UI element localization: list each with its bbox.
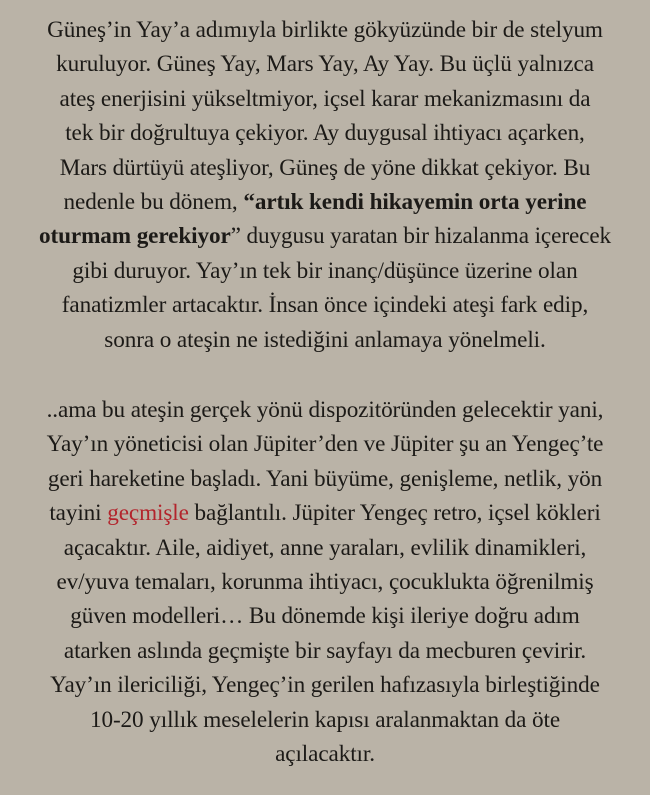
text-line: tek bir doğrultuya çekiyor. Ay duygusal ihtiyacı açarken, <box>65 120 585 147</box>
text-line: güven modelleri… Bu dönemde kişi ileriye doğru adım <box>70 603 580 630</box>
bold-quote: oturmam gerekiyor <box>38 223 231 250</box>
text-line: sonra o ateşin ne istediğini anlamaya yönelmeli. <box>104 326 546 353</box>
text-line: açacaktır. Aile, aidiyet, anne yaraları, evlilik dinamikleri, <box>63 534 587 561</box>
text-line <box>0 219 650 253</box>
text-line: kuruluyor. Güneş Yay, Mars Yay, Ay Yay. Bu üçlü yalnızca <box>56 51 594 78</box>
text-line: ateş enerjisini yükseltmiyor, içsel karar mekanizmasını da <box>59 85 591 112</box>
bold-quote: “artık kendi hikayemin orta yerine <box>243 188 587 215</box>
text-segment: bağlantılı. Jüpiter Yengeç retro, içsel kökleri <box>188 500 601 527</box>
paragraph-1 <box>0 13 650 357</box>
text-line: geri hareketine başladı. Yani büyüme, genişleme, netlik, yön <box>47 465 603 492</box>
text-line: Yay’ın yöneticisi olan Jüpiter’den ve Jüpiter şu an Yengeç’te <box>46 431 604 458</box>
text-line: ev/yuva temaları, korunma ihtiyacı, çocuklukta öğrenilmiş <box>56 568 594 595</box>
text-line: açılacaktır. <box>275 740 375 767</box>
text-line: fanatizmler artacaktır. İnsan önce içindeki ateşi fark edip, <box>61 292 589 319</box>
text-line: Güneş’in Yay’a adımıyla birlikte gökyüzünde bir de stelyum <box>47 17 603 43</box>
text-line <box>0 185 650 219</box>
text-line: 10-20 yıllık meselelerin kapısı aralanmaktan da öte <box>89 706 561 733</box>
text-line: Mars dürtüyü ateşliyor, Güneş de yöne dikkat çekiyor. Bu <box>59 154 591 181</box>
text-segment: nedenle bu dönem, <box>63 188 244 215</box>
highlighted-word: geçmişle <box>107 500 189 527</box>
text-line: ..ama bu ateşin gerçek yönü dispozitöründen gelecektir yani, <box>46 397 604 423</box>
paragraph-2 <box>0 393 650 771</box>
text-line <box>0 496 650 530</box>
text-segment: ” duygusu yaratan bir hizalanma içerecek <box>230 223 612 250</box>
text-line: gibi duruyor. Yay’ın tek bir inanç/düşünce üzerine olan <box>72 257 578 284</box>
text-line: atarken aslında geçmişte bir sayfayı da mecburen çevirir. <box>63 637 587 664</box>
text-segment: tayini <box>49 500 108 527</box>
text-line: Yay’ın ilericiliği, Yengeç’in gerilen hafızasıyla birleştiğinde <box>50 672 600 699</box>
